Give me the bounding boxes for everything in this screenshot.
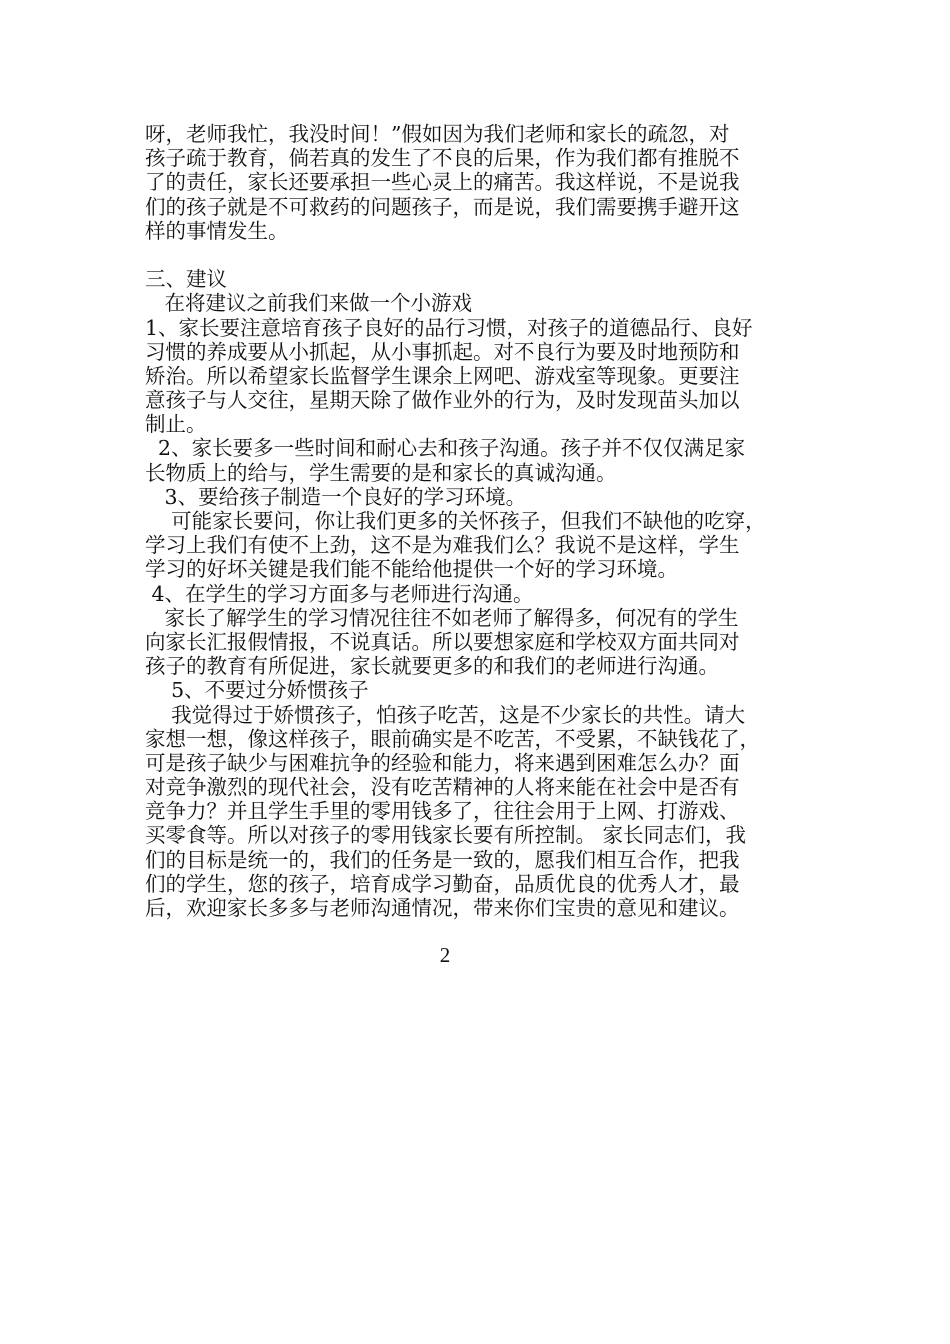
text-line: 们的孩子就是不可救药的问题孩子，而是说，我们需要携手避开这 (145, 194, 740, 219)
page-number: 2 (439, 943, 451, 967)
text-line: 4、在学生的学习方面多与老师进行沟通。 (145, 581, 534, 606)
text-line: 向家长汇报假情报，不说真话。所以要想家庭和学校双方面共同对 (145, 629, 740, 654)
text-line: 家长了解学生的学习情况往往不如老师了解得多，何况有的学生 (145, 605, 739, 630)
text-line: 们的学生，您的孩子，培育成学习勤奋，品质优良的优秀人才，最 (145, 871, 740, 896)
text-line: 可是孩子缺少与困难抗争的经验和能力，将来遇到困难怎么办？面 (145, 750, 740, 775)
text-line: 呀，老师我忙，我没时间！”假如因为我们老师和家长的疏忽，对 (145, 122, 730, 146)
text-line: 学习上我们有使不上劲，这不是为难我们么？我说不是这样，学生 (145, 533, 740, 558)
text-line: 孩子的教育有所促进，家长就要更多的和我们的老师进行沟通。 (145, 654, 719, 679)
text-line: 竞争力？并且学生手里的零用钱多了，往往会用于上网、打游戏、 (145, 799, 740, 824)
document-body (145, 122, 817, 920)
text-line: 买零食等。所以对孩子的零用钱家长要有所控制。 家长同志们，我 (145, 823, 747, 848)
text-line: 学习的好坏关键是我们能不能给他提供一个好的学习环境。 (145, 557, 678, 582)
text-line: 后，欢迎家长多多与老师沟通情况，带来你们宝贵的意见和建议。 (145, 896, 740, 920)
text-line: 5、不要过分娇惯孩子 (145, 678, 369, 703)
text-line: 制止。 (145, 412, 207, 437)
text-line: 在将建议之前我们来做一个小游戏 (145, 291, 473, 316)
text-line: 们的目标是统一的，我们的任务是一致的，愿我们相互合作，把我 (145, 847, 740, 872)
text-line: 可能家长要问，你让我们更多的关怀孩子，但我们不缺他的吃穿， (145, 509, 766, 533)
text-line: 对竞争激烈的现代社会，没有吃苦精神的人将来能在社会中是否有 (145, 775, 740, 800)
blank-line (145, 243, 817, 267)
text-line: 孩子疏于教育，倘若真的发生了不良的后果，作为我们都有推脱不 (145, 146, 740, 171)
text-line: 习惯的养成要从小抓起，从小事抓起。对不良行为要及时地预防和 (145, 339, 740, 364)
text-line: 3、要给孩子制造一个良好的学习环境。 (145, 484, 527, 509)
text-line: 2、家长要多一些时间和耐心去和孩子沟通。孩子并不仅仅满足家 (145, 436, 746, 461)
text-line: 家想一想，像这样孩子，眼前确实是不吃苦，不受累，不缺钱花了， (145, 726, 760, 751)
text-line: 样的事情发生。 (145, 218, 289, 243)
text-line: 了的责任，家长还要承担一些心灵上的痛苦。我这样说，不是说我 (145, 170, 740, 195)
text-line: 意孩子与人交往，星期天除了做作业外的行为，及时发现苗头加以 (145, 388, 740, 413)
section-heading: 三、建议 (145, 267, 227, 292)
text-line: 矫治。所以希望家长监督学生课余上网吧、游戏室等现象。更要注 (145, 363, 740, 388)
text-line: 我觉得过于娇惯孩子，怕孩子吃苦，这是不少家长的共性。请大 (145, 702, 746, 727)
text-line: 1、家长要注意培育孩子良好的品行习惯，对孩子的道德品行、良好 (145, 315, 753, 340)
text-line: 长物质上的给与，学生需要的是和家长的真诚沟通。 (145, 460, 617, 485)
